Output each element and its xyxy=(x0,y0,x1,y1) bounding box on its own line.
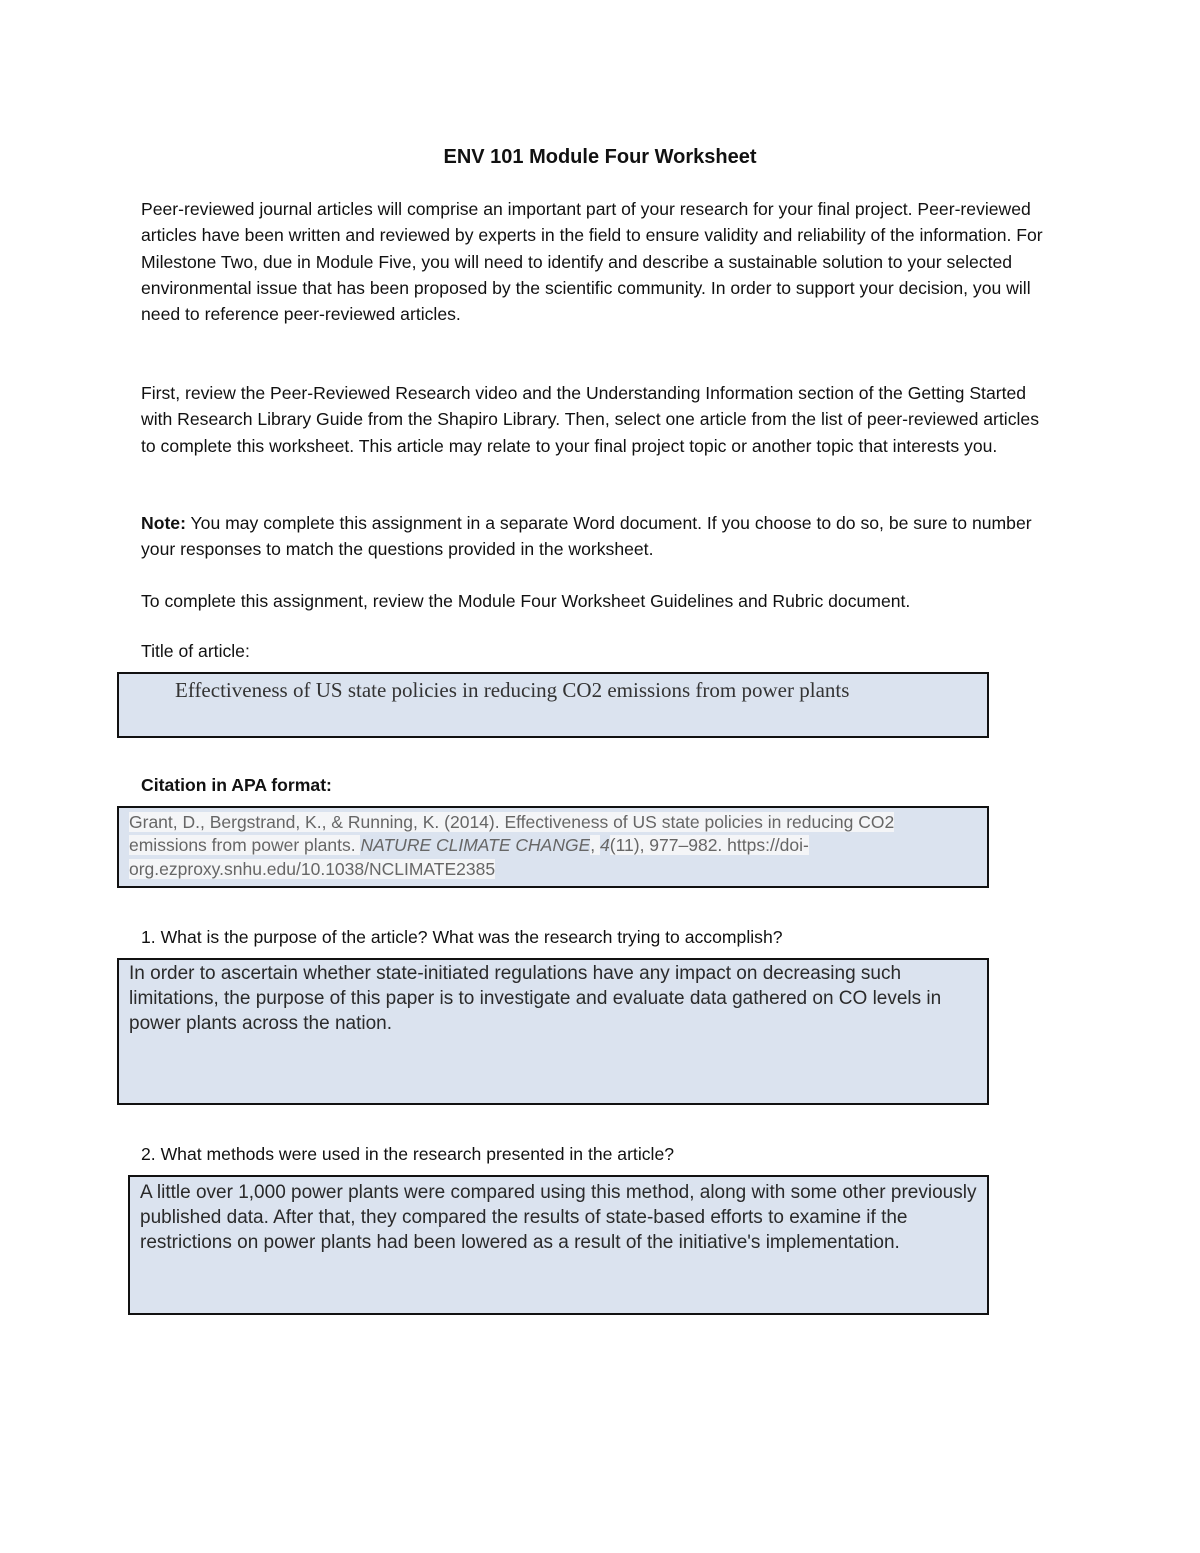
question-2-answer: A little over 1,000 power plants were compared using this method, along with some other previously published data. After that, they compared the results of state-based efforts to examine if the restrictions on power plants had been lowered as a result of the initiative's implementation. xyxy=(140,1182,977,1253)
note-label: Note: xyxy=(141,513,186,533)
citation-value xyxy=(129,811,959,881)
citation-issue-doi: (11), 977–982. https://doi-org.ezproxy.snhu.edu/10.1038/NCLIMATE2385 xyxy=(129,835,809,879)
question-2-text: What methods were used in the research presented in the article? xyxy=(155,1144,675,1164)
title-of-article-label: Title of article: xyxy=(141,641,250,661)
citation-label: Citation in APA format: xyxy=(141,775,332,795)
citation-authors-title: Grant, D., Bergstrand, K., & Running, K. (2014). Effectiveness of US state policies in reducing CO2 emissions from power plants. xyxy=(129,812,895,856)
citation-journal: NATURE CLIMATE CHANGE xyxy=(360,835,591,856)
question-2-answer-field[interactable] xyxy=(128,1175,989,1315)
citation-separator: , xyxy=(590,835,601,856)
question-2-label xyxy=(141,1141,674,1167)
intro-paragraph: Peer-reviewed journal articles will comprise an important part of your research for your final project. Peer-reviewed articles have been written and reviewed by experts in the field to ensure validity and reliability of the information. For Milestone Two, due in Module Five, you will need to identify and describe a sustainable solution to your selected environmental issue that has been proposed by the scientific community. In order to support your decision, you will need to reference peer-reviewed articles. xyxy=(141,199,1043,325)
question-1-number: 1. xyxy=(141,927,156,947)
question-1-label xyxy=(141,924,783,950)
question-1-answer-field[interactable] xyxy=(117,958,989,1105)
title-of-article-field[interactable] xyxy=(117,672,989,738)
question-1-text: What is the purpose of the article? What was the research trying to accomplish? xyxy=(155,927,783,947)
complete-paragraph: To complete this assignment, review the Module Four Worksheet Guidelines and Rubric document. xyxy=(141,591,911,611)
question-1-answer: In order to ascertain whether state-initiated regulations have any impact on decreasing such limitations, the purpose of this paper is to investigate and evaluate data gathered on CO levels in power plants across the nation. xyxy=(129,963,942,1034)
citation-field[interactable] xyxy=(117,806,989,888)
question-2-number: 2. xyxy=(141,1144,156,1164)
page-title: ENV 101 Module Four Worksheet xyxy=(443,146,757,168)
note-paragraph xyxy=(141,510,1046,563)
note-text: You may complete this assignment in a separate Word document. If you choose to do so, be sure to number your responses to match the questions provided in the worksheet. xyxy=(141,513,1032,560)
instructions-paragraph: First, review the Peer-Reviewed Research video and the Understanding Information section of the Getting Started with Research Library Guide from the Shapiro Library. Then, select one article from the list of peer-reviewed articles to complete this worksheet. This article may relate to your final project topic or another topic that interests you. xyxy=(141,383,1040,456)
title-of-article-value: Effectiveness of US state policies in reducing CO2 emissions from power plants xyxy=(175,678,850,702)
citation-volume: 4 xyxy=(600,835,610,856)
